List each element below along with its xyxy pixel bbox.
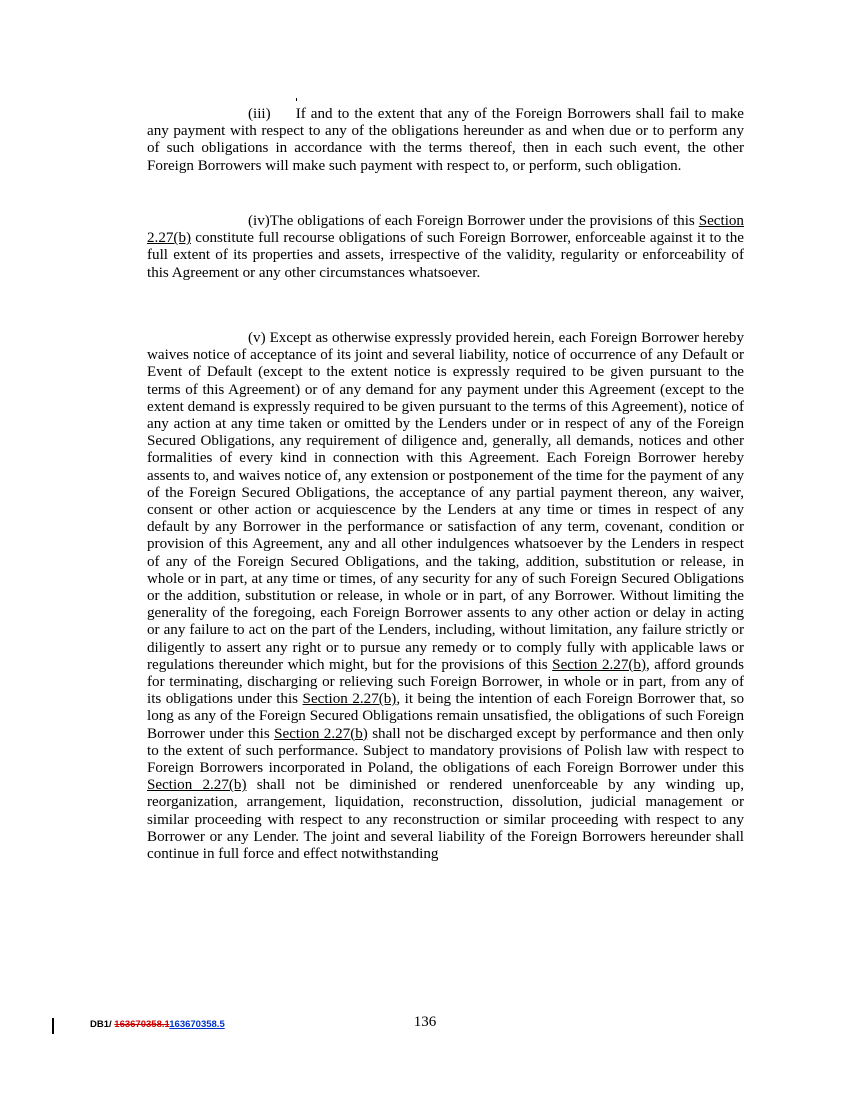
paragraph-iii-text: If and to the extent that any of the Foreign Borrowers shall fail to make any payment with respect to any of the obligations hereunder as and when due or to perform any of such obligations in accordance with the terms thereof, then in each such event, the other Foreign Borrowers will make such payment with respect to, or perform, such obligation.: [147, 106, 744, 174]
paragraph-iv-text-end: constitute full recourse obligations of such Foreign Borrower, enforceable against it to the full extent of its properties and assets, irrespective of the validity, regularity or enforceability of this Agreement or any other circumstances whatsoever.: [147, 230, 744, 281]
change-bar: [52, 1018, 54, 1034]
paragraph-v-segment-2: , afford grounds for terminating, discharging or relieving such Foreign Borrower, in whole or in part, from any of its obligations under this: [147, 656, 744, 708]
page-number: 136: [413, 1014, 437, 1030]
paragraph-v-label: (v): [248, 330, 266, 346]
section-reference-link[interactable]: Section 2.27(b): [552, 656, 646, 673]
paragraph-v-segment-4: shall not be discharged except by performance and then only to the extent of such performance. Subject to mandatory provisions of Polish law with respect to Foreign Borrowers incorporated in Poland, the obligations of each Foreign Borrower under this: [147, 725, 745, 777]
section-reference-link[interactable]: Section 2.27(b): [147, 777, 247, 794]
paragraph-iii-label: (iii): [248, 106, 271, 122]
paragraph-v-segment-5: shall not be diminished or rendered unenforceable by any winding up, reorganization, arrangement, liquidation, reconstruction, dissolution, judicial management or similar proceeding with respect to any reconstruction or similar proceeding with respect to any Borrower or any Lender. The joint and several liability of the Foreign Borrowers hereunder shall continue in full force and effect notwithstanding: [147, 777, 744, 863]
document-id-new: 163670358.5: [169, 1019, 225, 1030]
paragraph-v-segment-3: , it being the intention of each Foreign Borrower that, so long as any of the Foreign Secured Obligations remain unsatisfied, the obligations of such Foreign Borrower under this: [147, 691, 745, 742]
section-reference-link[interactable]: Section 2.27(b): [147, 213, 744, 247]
document-id: [90, 1019, 225, 1030]
paragraph-v-segment-1: Except as otherwise expressly provided herein, each Foreign Borrower hereby waives notice of acceptance of its joint and several liability, notice of occurrence of any Default or Event of Default (except to the extent notice is expressly required to be given pursuant to the terms of this Agreement) or of any demand for any payment under this Agreement (except to the extent demand is expressly required to be given pursuant to the terms of this Agreement), notice of any action at any time taken or omitted by the Lenders under or in respect of any of the Foreign Secured Obligations, any requirement of diligence and, generally, all demands, notices and other formalities of every kind in connection with this Agreement. Each Foreign Borrower hereby assents to, and waives notice of, any extension or postponement of the time for the payment of any of the Foreign Secured Obligations, the acceptance of any partial payment thereon, any waiver, consent or other action or acquiescence by the Lenders at any time or times in respect of any default by any Borrower in the performance or satisfaction of any term, covenant, condition or provision of this Agreement, any and all other indulgences whatsoever by the Lenders in respect of any of the Foreign Secured Obligations, and the taking, addition, substitution or release, in whole or in part, at any time or times, of any security for any of such Foreign Secured Obligations or the addition, substitution or release, in whole or in part, of any Borrower. Without limiting the generality of the foregoing, each Foreign Borrower assents to any other action or delay in acting or any failure to act on the part of the Lenders, including, without limitation, any failure strictly or diligently to assert any right or to pursue any remedy or to comply fully with applicable laws or regulations thereunder which might, but for the provisions of this: [147, 330, 744, 673]
paragraph-iv-label: (iv): [248, 213, 270, 229]
section-reference-link[interactable]: Section 2.27(b): [302, 691, 397, 708]
margin-tick-mark: [296, 98, 297, 101]
paragraph-iv: [147, 213, 744, 282]
paragraph-iii: [147, 106, 744, 175]
paragraph-iv-text-start: The obligations of each Foreign Borrower under the provisions of this: [269, 213, 695, 229]
paragraph-v: [147, 330, 744, 863]
document-id-prefix: DB1/: [90, 1019, 112, 1030]
section-reference-link[interactable]: Section 2.27(b): [274, 725, 368, 742]
document-id-old: 163670358.1: [114, 1019, 170, 1030]
